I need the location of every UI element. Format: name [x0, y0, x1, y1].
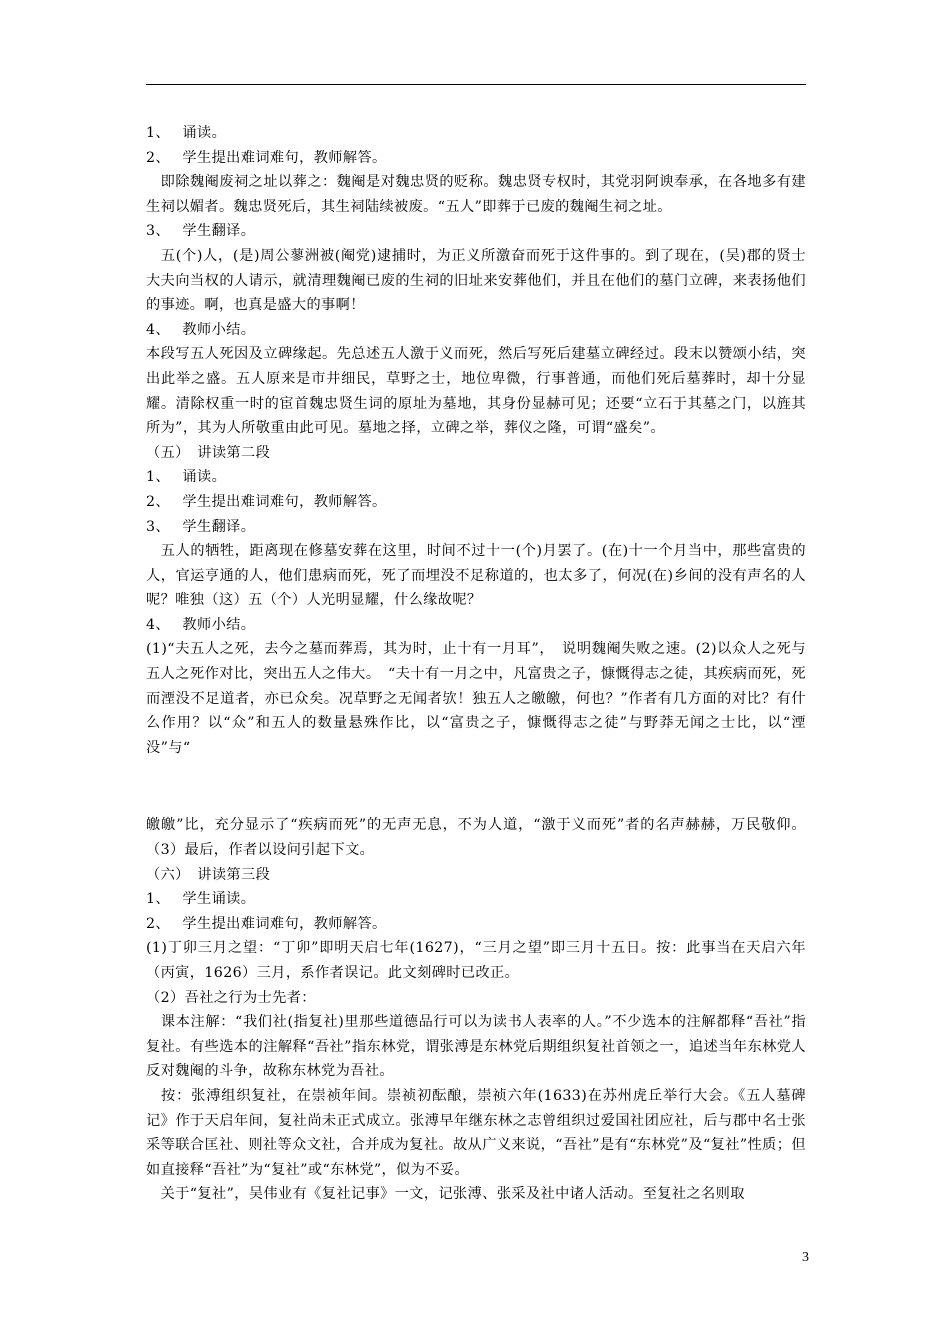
document-body: [146, 121, 806, 1207]
explanation-paragraph: 即除魏阉废祠之址以葬之：魏阉是对魏忠贤的贬称。魏忠贤专权时，其党羽阿谀奉承，在各地多有建生祠以媚者。魏忠贤死后，其生祠陆续被废。“五人”即葬于已废的魏阉生祠之址。: [146, 174, 806, 215]
step-summary: 4、 教师小结。: [146, 321, 256, 338]
step-summary: 4、 教师小结。: [146, 616, 256, 633]
translation-paragraph: 五(个)人，(是)周公蓼洲被(阉党)逮捕时，为正义所激奋而死于这件事的。到了现在，(吴)郡的贤士大夫向当权的人请示，就清理魏阉已废的生祠的旧址来安葬他们，并且在他们的墓门立碑，来表扬他们的事迹。啊，也真是盛大的事啊！: [146, 247, 806, 314]
summary-paragraph-continued: 皦皦”比，充分显示了“疾病而死”的无声无息，不为人道，“激于义而死”者的名声赫赫，万民敬仰。（3）最后，作者以设问引起下文。: [146, 817, 806, 859]
note-paragraph: 按：张溥组织复社，在崇祯年间。崇祯初酝酿，崇祯六年(1633)在苏州虎丘举行大会。《五人墓碑记》作于天启年间，复社尚未正式成立。张溥早年继东林之志曾组织过爱国社团应社，后与郡中名士张采等联合匡社、则社等众文社，合并成为复社。故从广义来说，“吾社”是有“东林党”及“复社”性质；但如直接释“吾社”为“复社”或“东林党”，似为不妥。: [146, 1087, 806, 1178]
page-number: 3: [802, 1250, 809, 1265]
step-recite: 1、 学生诵读。: [146, 891, 256, 908]
step-recite: 1、 诵读。: [146, 469, 227, 486]
page-break-gap: [146, 760, 806, 813]
step-translate: 3、 学生翻译。: [146, 223, 256, 240]
step-questions: 2、 学生提出难词难句，教师解答。: [146, 915, 387, 932]
step-questions: 2、 学生提出难词难句，教师解答。: [146, 493, 387, 510]
step-questions: 2、 学生提出难词难句，教师解答。: [146, 149, 387, 166]
note-paragraph: (1)丁卯三月之望：“丁卯”即明天启七年(1627)，“三月之望”即三月十五日。按：此事当在天启六年（丙寅，1626）三月，系作者误记。此文刻碑时已改正。: [146, 940, 806, 981]
section-heading-5: （五） 讲读第二段: [146, 444, 271, 461]
note-paragraph: 关于“复社”，吴伟业有《复社记事》一文，记张溥、张采及社中诸人活动。至复社之名则取: [146, 1186, 745, 1203]
note-heading: （2）吾社之行为士先者：: [146, 989, 316, 1006]
summary-paragraph: (1)“夫五人之死，去今之墓而葬焉，其为时，止十有一月耳”， 说明魏阉失败之速。(2)以众人之死与五人之死作对比，突出五人之伟大。 “夫十有一月之中，凡富贵之子，慷慨得志之徒，其疾病而死，死而湮没不足道者，亦已众矣。况草野之无闻者欤！独五人之皦皦，何也？”作者有几方面的对比？有什么作用？以“众”和五人的数量悬殊作比，以“富贵之子，慷慨得志之徒”与野莽无闻之士比，以“湮没”与“: [146, 641, 806, 756]
header-rule: [146, 84, 806, 85]
summary-paragraph: 本段写五人死因及立碑缘起。先总述五人激于义而死，然后写死后建墓立碑经过。段末以赞颂小结，突出此举之盛。五人原来是市井细民，草野之士，地位卑微，行事普通，而他们死后墓葬时，却十分显耀。清除权重一时的宦首魏忠贤生词的原址为墓地，其身份显赫可见；还要“立石于其墓之门，以旌其所为”，其为人所敬重由此可见。墓地之择，立碑之举，葬仪之隆，可谓“盛矣”。: [146, 346, 806, 437]
note-paragraph: 课本注解：“我们社(指复社)里那些道德品行可以为读书人表率的人。”不少选本的注解都释“吾社”指复社。有些选本的注解释“吾社”指东林党，谓张溥是东林党后期组织复社首领之一，追述当年东林党人反对魏阉的斗争，故称东林党为吾社。: [146, 1014, 806, 1080]
step-recite: 1、 诵读。: [146, 125, 227, 141]
step-translate: 3、 学生翻译。: [146, 518, 256, 535]
section-heading-6: （六） 讲读第三段: [146, 866, 271, 883]
translation-paragraph: 五人的牺牲，距离现在修墓安葬在这里，时间不过十一(个)月罢了。(在)十一个月当中，那些富贵的人，官运亨通的人，他们患病而死，死了而埋没不足称道的，也太多了，何况(在)乡间的没有声名的人呢？唯独（这）五（个）人光明显耀，什么缘故呢？: [146, 543, 806, 609]
